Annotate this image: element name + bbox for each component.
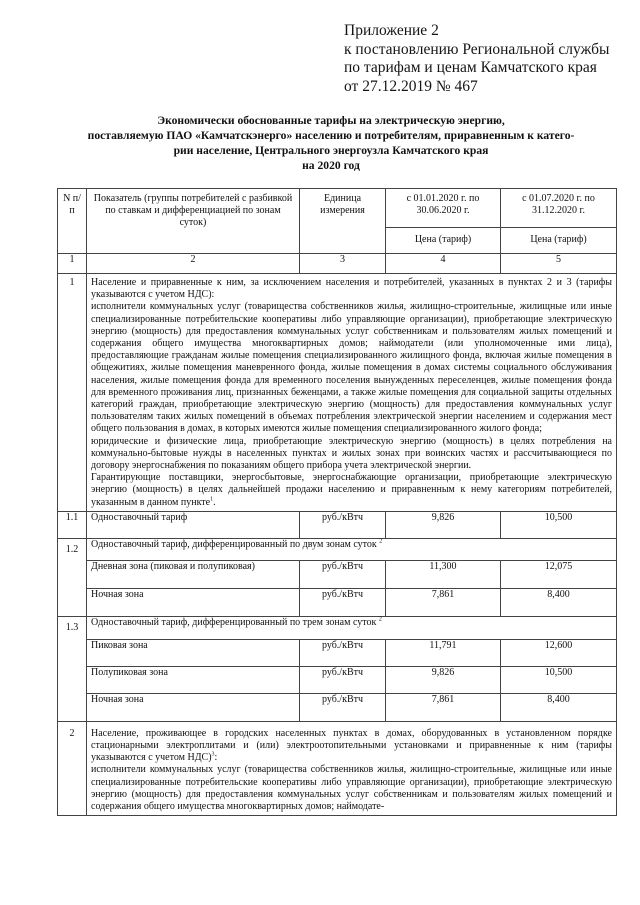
row-label: Одноставочный тариф [87, 511, 300, 538]
col-number: 2 [87, 254, 300, 274]
table-header-row [58, 189, 617, 228]
section-1-description [87, 274, 617, 512]
appendix-date-line: от 27.12.2019 № 467 [344, 77, 478, 95]
tariff-row [58, 639, 617, 666]
row-label: Дневная зона (пиковая и полупиковая) [87, 560, 300, 588]
row-unit: руб./кВтч [300, 560, 386, 588]
row-unit: руб./кВтч [300, 511, 386, 538]
group-header-row [58, 538, 617, 560]
section-1-row [58, 274, 617, 512]
description-paragraph: юридические и физические лица, приобретающие электрическую энергию (мощность) в целях потребления на коммунально-бытовые нужды в населенных пунктах и жилых зонах при воинских частях и рассчитывающиеся по договору энергоснабжения по показаниям общего прибора учета электрической энергии. [91, 435, 612, 472]
row-unit: руб./кВтч [300, 693, 386, 721]
description-paragraph: Гарантирующие поставщики, энергосбытовые, энергоснабжающие организации, приобретающие электрическую энергию (мощность) в целях дальнейшей продажи населению и приравненным к нему категориям потребителей, указанным в данном пункте$^1$. [91, 472, 612, 508]
row-label: Ночная зона [87, 693, 300, 721]
description-text: Гарантирующие поставщики, энергосбытовые, энергоснабжающие организации, приобретающие электрическую энергию (мощность) в целях дальнейшей продажи населению и приравненным к нему категориям потребителей, указанным в данном пункте [91, 472, 612, 508]
title-line: рии население, Центрального энергоузла Камчатского края [173, 144, 489, 157]
tariff-row [58, 560, 617, 588]
column-numbers-row [58, 254, 617, 274]
header-price-2: Цена (тариф) [501, 228, 617, 254]
group-label-text: Одноставочный тариф, дифференцированный по двум зонам суток [91, 538, 377, 550]
footnote-mark: 2 [378, 616, 382, 623]
description-text: Население, проживающее в городских населенных пунктах в домах, оборудованных в установленном порядке стационарными электроплитами и (или) электроотопительными установками и приравненные к ним (тарифы указываются с учетом НДС) [91, 727, 612, 764]
header-unit: Единица измерения [300, 189, 386, 254]
header-period-1: с 01.01.2020 г. по 30.06.2020 г. [386, 189, 501, 228]
row-label: Пиковая зона [87, 639, 300, 666]
col-number: 4 [386, 254, 501, 274]
tariff-row [58, 588, 617, 616]
price-period-1: 9,826 [386, 511, 501, 538]
section-2-description [87, 721, 617, 815]
price-period-1: 7,861 [386, 588, 501, 616]
price-period-2: 10,500 [501, 666, 617, 693]
footnote-mark: 1 [210, 496, 214, 503]
appendix-title: Приложение 2 [344, 22, 439, 39]
group-label [87, 616, 617, 639]
description-paragraph: Население, проживающее в городских населенных пунктах в домах, оборудованных в установленном порядке стационарными электроплитами и (или) электроотопительными установками и приравненные к ним (тарифы указываются с учетом НДС)$^3$: [91, 727, 612, 764]
tariff-table [57, 188, 617, 816]
row-unit: руб./кВтч [300, 588, 386, 616]
row-num: 1.2 [58, 538, 87, 616]
price-period-2: 12,075 [501, 560, 617, 588]
appendix-ref-line: по тарифам и ценам Камчатского края [344, 59, 597, 76]
document-title [40, 113, 622, 173]
row-label: Полупиковая зона [87, 666, 300, 693]
description-paragraph: Население и приравненные к ним, за исключением населения и потребителей, указанных в пунктах 2 и 3 (тарифы указываются с учетом НДС): [91, 277, 612, 301]
title-year: на 2020 год [302, 159, 360, 172]
appendix-header [344, 22, 634, 96]
row-unit: руб./кВтч [300, 666, 386, 693]
row-num: 1.3 [58, 616, 87, 721]
price-period-2: 10,500 [501, 511, 617, 538]
header-num: N п/п [58, 189, 87, 254]
description-paragraph: исполнители коммунальных услуг (товарищества собственников жилья, жилищно-строительные, жилищные или иные специализированные потребительские кооперативы либо управляющие организации), приобретающие электрическую энергию (мощность) для предоставления коммунальных услуг собственникам и пользователям жилых помещений и содержания общего имущества многоквартирных домов; наймодатели (или уполномоченные ими лица), предоставляющие гражданам жилые помещения специализированного жилищного фонда, включая жилые помещения в общежитиях, жилые помещения маневренного фонда, жилые помещения в домах системы социального обслуживания населения, жилые помещения фонда для временного поселения вынужденных переселенцев, жилые помещения фонда для временного проживания лиц, признанных беженцами, а также жилые помещения для социальной защиты отдельных категорий граждан, приобретающие электрическую энергию (мощность) для предоставления коммунальных услуг пользователям таких жилых помещений в объемах потребления электрической энергии населением и содержания мест общего пользования в домах, в которых имеются жилые помещения специализированного жилого фонда; [91, 301, 612, 435]
group-label-text: Одноставочный тариф, дифференцированный по трем зонам суток [91, 616, 377, 628]
title-line: поставляемую ПАО «Камчатскэнерго» населению и потребителям, приравненным к катего- [87, 129, 575, 142]
col-number: 5 [501, 254, 617, 274]
title-line: Экономически обоснованные тарифы на электрическую энергию, [157, 114, 505, 127]
tariff-row [58, 693, 617, 721]
group-header-row [58, 616, 617, 639]
header-period-2: с 01.07.2020 г. по 31.12.2020 г. [501, 189, 617, 228]
tariff-row [58, 511, 617, 538]
row-label: Ночная зона [87, 588, 300, 616]
col-number: 3 [300, 254, 386, 274]
price-period-1: 11,300 [386, 560, 501, 588]
price-period-1: 7,861 [386, 693, 501, 721]
section-2-row [58, 721, 617, 815]
col-number: 1 [58, 254, 87, 274]
footnote-mark: 3 [211, 751, 215, 758]
price-period-1: 11,791 [386, 639, 501, 666]
tariff-row [58, 666, 617, 693]
price-period-2: 8,400 [501, 588, 617, 616]
section-num: 1 [58, 274, 87, 512]
row-unit: руб./кВтч [300, 639, 386, 666]
appendix-ref-line: к постановлению Региональной службы [344, 40, 610, 58]
footnote-mark: 2 [379, 538, 383, 545]
header-indicator: Показатель (группы потребителей с разбивкой по ставкам и дифференциацией по зонам суток) [87, 189, 300, 254]
section-num: 2 [58, 721, 87, 815]
price-period-1: 9,826 [386, 666, 501, 693]
header-price-1: Цена (тариф) [386, 228, 501, 254]
price-period-2: 12,600 [501, 639, 617, 666]
row-num: 1.1 [58, 511, 87, 538]
description-paragraph: исполнители коммунальных услуг (товарищества собственников жилья, жилищно-строительные, жилищные или иные специализированные потребительские кооперативы либо управляющие организации), приобретающие электрическую энергию (мощность) для предоставления коммунальных услуг собственникам и пользователям жилых помещений и содержания общего имущества многоквартирных домов; наймодате- [91, 764, 612, 813]
price-period-2: 8,400 [501, 693, 617, 721]
group-label [87, 538, 617, 560]
